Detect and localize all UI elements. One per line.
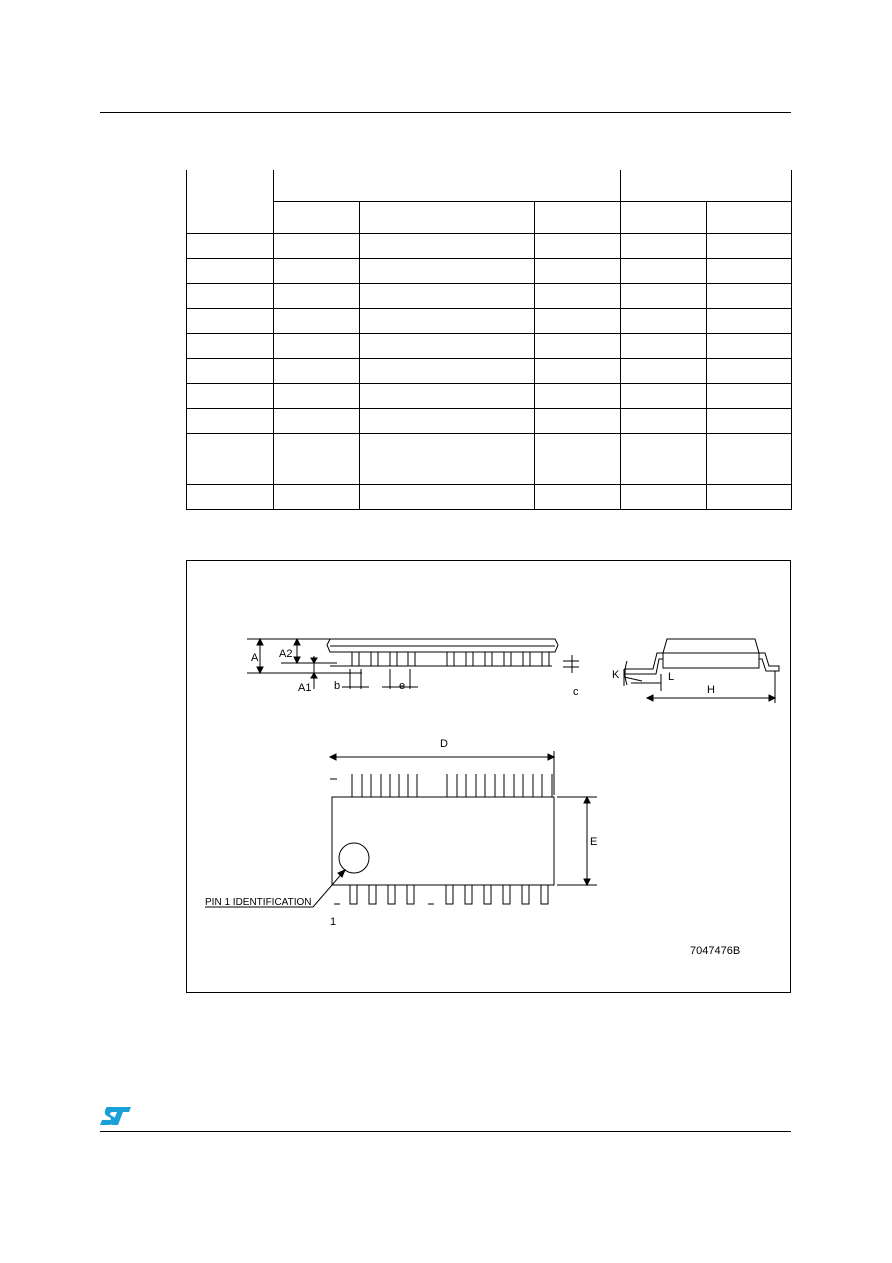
- table-row: [187, 434, 792, 485]
- bottom-leads: [334, 885, 548, 904]
- header-cell-group-1: [274, 170, 621, 202]
- table-row: [187, 334, 792, 359]
- dim-label-l: L: [668, 671, 675, 683]
- table-row: [187, 409, 792, 434]
- end-view: [612, 639, 779, 703]
- dim-label-d: D: [440, 738, 448, 750]
- subheader-cell: [274, 202, 360, 234]
- header-cell-group-2: [621, 170, 792, 202]
- dim-label-e: e: [399, 680, 406, 692]
- top-view: [205, 738, 740, 957]
- dim-label-b: b: [334, 680, 341, 692]
- top-leads: [330, 774, 552, 797]
- dim-label-h: H: [707, 684, 715, 696]
- table-row: [187, 384, 792, 409]
- table-subheader-row: [187, 202, 792, 234]
- dim-label-a: A: [251, 652, 259, 664]
- dim-label-c: c: [573, 686, 579, 698]
- table-row: [187, 359, 792, 384]
- footer-rule: [100, 1131, 791, 1132]
- package-dimensions-table: [186, 170, 792, 510]
- pin1-identification-label: PIN 1 IDENTIFICATION: [205, 897, 312, 908]
- table-row: [187, 259, 792, 284]
- subheader-cell: [621, 202, 707, 234]
- header-cell-dim: [187, 170, 274, 234]
- subheader-cell: [535, 202, 621, 234]
- package-outline-figure: [186, 560, 791, 993]
- table-row: [187, 234, 792, 259]
- subheader-cell: [707, 202, 792, 234]
- subheader-cell: [360, 202, 535, 234]
- header-rule: [100, 112, 791, 113]
- dim-label-k: K: [612, 669, 620, 681]
- table-row: [187, 284, 792, 309]
- pin1-number-label: 1: [330, 916, 337, 928]
- drawing-code-label: 7047476B: [690, 945, 741, 957]
- dim-label-e-cap: E: [590, 836, 598, 848]
- table-row: [187, 485, 792, 510]
- side-leads: [330, 652, 552, 666]
- side-view: [247, 639, 579, 698]
- dim-label-a2: A2: [279, 648, 293, 660]
- dim-label-a1: A1: [298, 682, 312, 694]
- table-row: [187, 309, 792, 334]
- st-logo: [99, 1105, 133, 1127]
- table-header-row: [187, 170, 792, 202]
- package-drawing: [187, 561, 792, 994]
